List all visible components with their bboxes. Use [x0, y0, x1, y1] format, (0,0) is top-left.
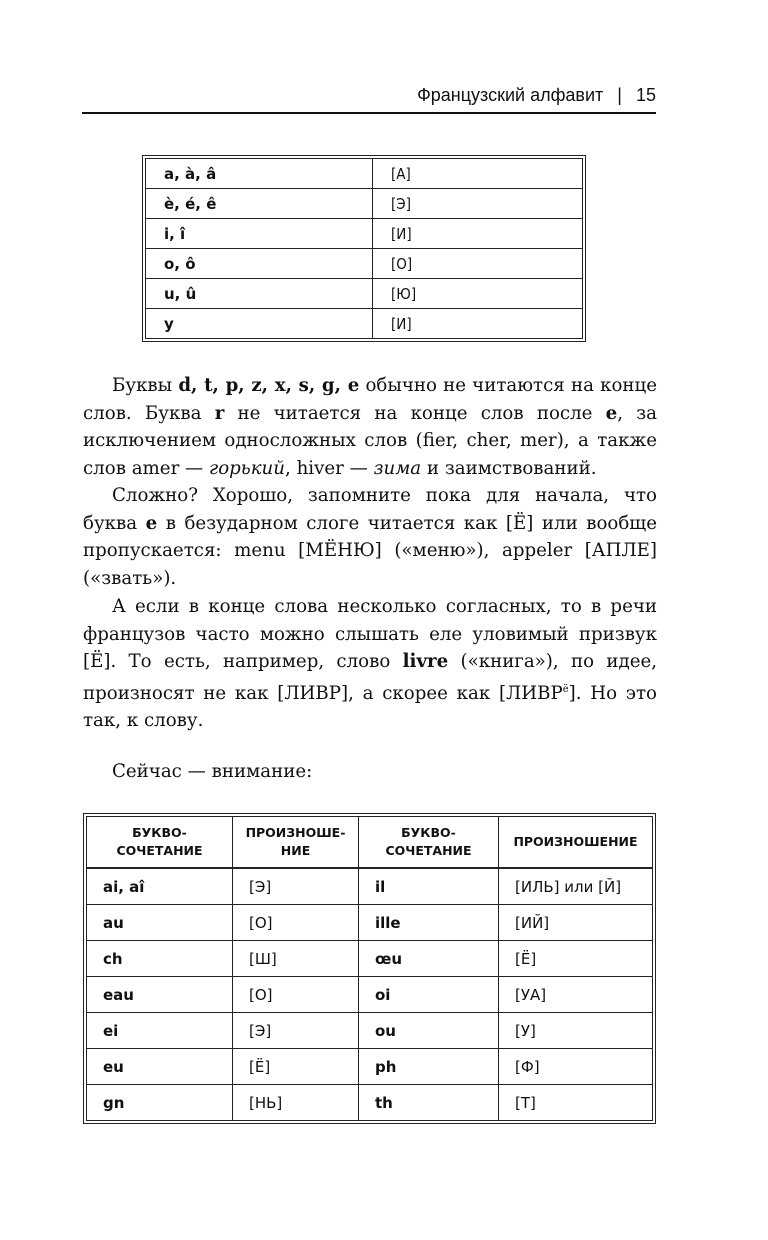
paragraph-final-consonants [83, 593, 657, 735]
vowel-letters: è, é, ê [145, 189, 373, 219]
letter-combination: gn [86, 1085, 233, 1121]
table-row [86, 1085, 653, 1121]
text-run: и заимствований. [421, 457, 597, 479]
letter-combination: ille [359, 905, 499, 941]
text-run: («книга»), по идее, произносят не как [ЛИВР], а скорее как [ЛИВР [83, 651, 657, 704]
pronunciation: [Ё] [499, 941, 653, 977]
vowel-row [145, 249, 583, 279]
vowel-row [145, 189, 583, 219]
pronunciation: [УА] [499, 977, 653, 1013]
pronunciation: [Э] [233, 1013, 359, 1049]
paragraph-silent-letters [83, 372, 657, 482]
pronunciation: [Ё] [233, 1049, 359, 1085]
letter-combination: ch [86, 941, 233, 977]
vowel-row [145, 279, 583, 309]
letter-combination: oi [359, 977, 499, 1013]
letter-combination: au [86, 905, 233, 941]
vowel-row [145, 158, 583, 189]
vowel-letters: o, ô [145, 249, 373, 279]
text-run: e [605, 402, 618, 424]
letter-combination: eu [86, 1049, 233, 1085]
text-run: , за исключением односложных слов (fier, cher, mer), а также слов amer — [83, 402, 658, 479]
text-run: e [145, 512, 158, 534]
table-row [86, 1049, 653, 1085]
table-row [86, 868, 653, 905]
vowel-sound: [И] [373, 219, 583, 249]
text-run: зима [373, 457, 422, 479]
vowel-sound: [Ю] [373, 279, 583, 309]
column-header: ПРОИЗНОШЕ- НИЕ [233, 816, 359, 868]
table-row [86, 941, 653, 977]
text-run: d, t, p, z, x, s, g, e [178, 375, 360, 396]
letter-combination: ei [86, 1013, 233, 1049]
vowel-row [145, 309, 583, 339]
vowel-letters: a, à, â [145, 158, 373, 189]
running-header [82, 82, 656, 114]
text-run: А если в конце слова несколько согласных, то в речи французов часто можно слышать еле уловимый призвук [Ё]. То есть, например, слово [83, 596, 657, 673]
vowel-letters: y [145, 309, 373, 339]
text-run: livre [402, 651, 449, 673]
text-run: Буквы [112, 375, 179, 396]
column-header: ПРОИЗНОШЕНИЕ [499, 816, 653, 868]
text-run: ё [562, 683, 569, 695]
chapter-title: Французский алфавит [417, 85, 604, 105]
pronunciation: [Ш] [233, 941, 359, 977]
pronunciation: [Т] [499, 1085, 653, 1121]
letter-combination: th [359, 1085, 499, 1121]
pronunciation: [НЬ] [233, 1085, 359, 1121]
vowel-table [142, 155, 586, 342]
pronunciation: [Ф] [499, 1049, 653, 1085]
table-row [86, 905, 653, 941]
letter-combination: ou [359, 1013, 499, 1049]
column-header: БУКВО- СОЧЕТАНИЕ [359, 816, 499, 868]
letter-combination: œu [359, 941, 499, 977]
vowel-letters: i, î [145, 219, 373, 249]
letter-combination: eau [86, 977, 233, 1013]
text-run: Сейчас — внимание: [112, 761, 313, 782]
text-run: в безударном слоге читается как [Ё] или вообще пропускается: menu [МЁНЮ] («меню»), appeler [АПЛЕ] («звать»). [83, 512, 657, 589]
text-run: не читается на конце слов после [224, 402, 606, 424]
pronunciation: [ИЙ] [499, 905, 653, 941]
column-header: БУКВО- СОЧЕТАНИЕ [86, 816, 233, 868]
table-row [86, 977, 653, 1013]
vowel-letters: u, û [145, 279, 373, 309]
pronunciation: [О] [233, 977, 359, 1013]
paragraph-letter-e [83, 482, 657, 592]
text-run: обычно не читаются на конце слов. Буква [83, 375, 657, 424]
vowel-sound: [А] [373, 158, 583, 189]
vowel-row [145, 219, 583, 249]
text-run: горький [209, 457, 285, 479]
letter-combination: il [359, 868, 499, 905]
letter-combination: ai, aî [86, 868, 233, 905]
paragraph-attention [83, 758, 657, 786]
pronunciation: [О] [233, 905, 359, 941]
text-run: ]. Но это так, к слову. [83, 682, 657, 732]
pronunciation: [ИЛЬ] или [Й] [499, 868, 653, 905]
letter-combination-table [83, 813, 656, 1124]
vowel-sound: [Э] [373, 189, 583, 219]
letter-combination: ph [359, 1049, 499, 1085]
vowel-sound: [И] [373, 309, 583, 339]
pronunciation: [Э] [233, 868, 359, 905]
page-number: 15 [635, 85, 656, 105]
text-run: r [214, 402, 225, 424]
pronunciation: [У] [499, 1013, 653, 1049]
text-run: Сложно? Хорошо, запомните пока для начала, что буква [83, 485, 657, 534]
table-row [86, 1013, 653, 1049]
vowel-sound: [О] [373, 249, 583, 279]
text-run: , hiver — [285, 457, 374, 479]
header-separator: | [617, 85, 622, 105]
